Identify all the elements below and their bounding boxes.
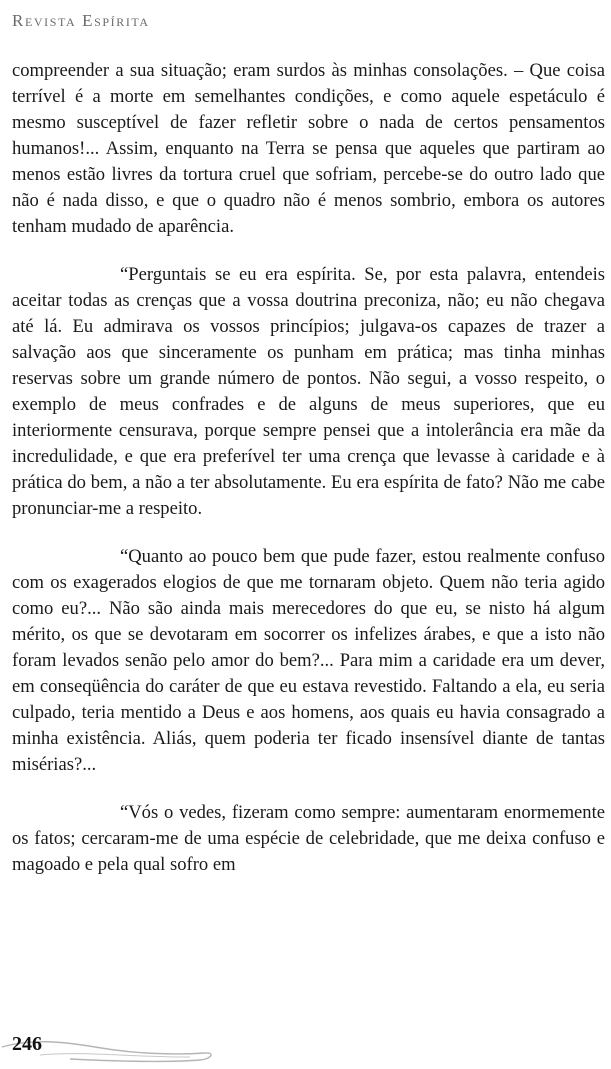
paragraph-celebrity: “Vós o vedes, fizeram como sempre: aumentaram enormemente os fatos; cercaram-me de uma espécie de celebridade, que me deixa confuso e magoado e pela qual sofro em (12, 802, 605, 875)
page-number: 246 (12, 1033, 42, 1055)
paragraph-charity: “Quanto ao pouco bem que pude fazer, estou realmente confuso com os exagerados elogios de que me tornaram objeto. Quem não teria agido como eu?... Não são ainda mais merecedores do que eu, se nisto há algum mérito, os que se devotaram em socorrer os infelizes árabes, e que a isto não foram levados senão pelo amor do bem?... Para mim a caridade era um dever, em conseqüência do caráter de que eu estava revestido. Faltando a ela, eu seria culpado, teria mentido a Deus e aos homens, aos quais eu havia consagrado a minha existência. Aliás, quem poderia ter ficado insensível diante de tantas misérias?... (12, 546, 605, 775)
paragraph-continuation: compreender a sua situação; eram surdos às minhas consolações. – Que coisa terrível é a morte em semelhantes condições, e como aquele espetáculo é mesmo susceptível de fazer refletir sobre o nada de certos pensamentos humanos!... Assim, enquanto na Terra se pensa que aqueles que partiram ao menos estão livres da tortura cruel que sofriam, percebe-se do outro lado que não é nada disso, e que o quadro não é menos sombrio, embora os autores tenham mudado de aparência. (12, 60, 605, 237)
running-head: Revista Espírita (12, 11, 150, 30)
body-text (12, 58, 605, 878)
paragraph-spiritist-question: “Perguntais se eu era espírita. Se, por esta palavra, entendeis aceitar todas as crenças que a vossa doutrina preconiza, não; eu não chegava até lá. Eu admirava os vossos princípios; julgava-os capazes de trazer a salvação aos que sinceramente os punham em prática; mas tinha minhas reservas sobre um grande número de pontos. Não segui, a vosso respeito, o exemplo de meus confrades e de alguns de meus superiores, que eu interiormente censurava, porque sempre pensei que a intolerância era mãe da incredulidade, e que era preferível ter uma crença que levasse à caridade e à prática do bem, a não a ter absolutamente. Eu era espírita de fato? Não me cabe pronunciar-me a respeito. (12, 264, 605, 519)
